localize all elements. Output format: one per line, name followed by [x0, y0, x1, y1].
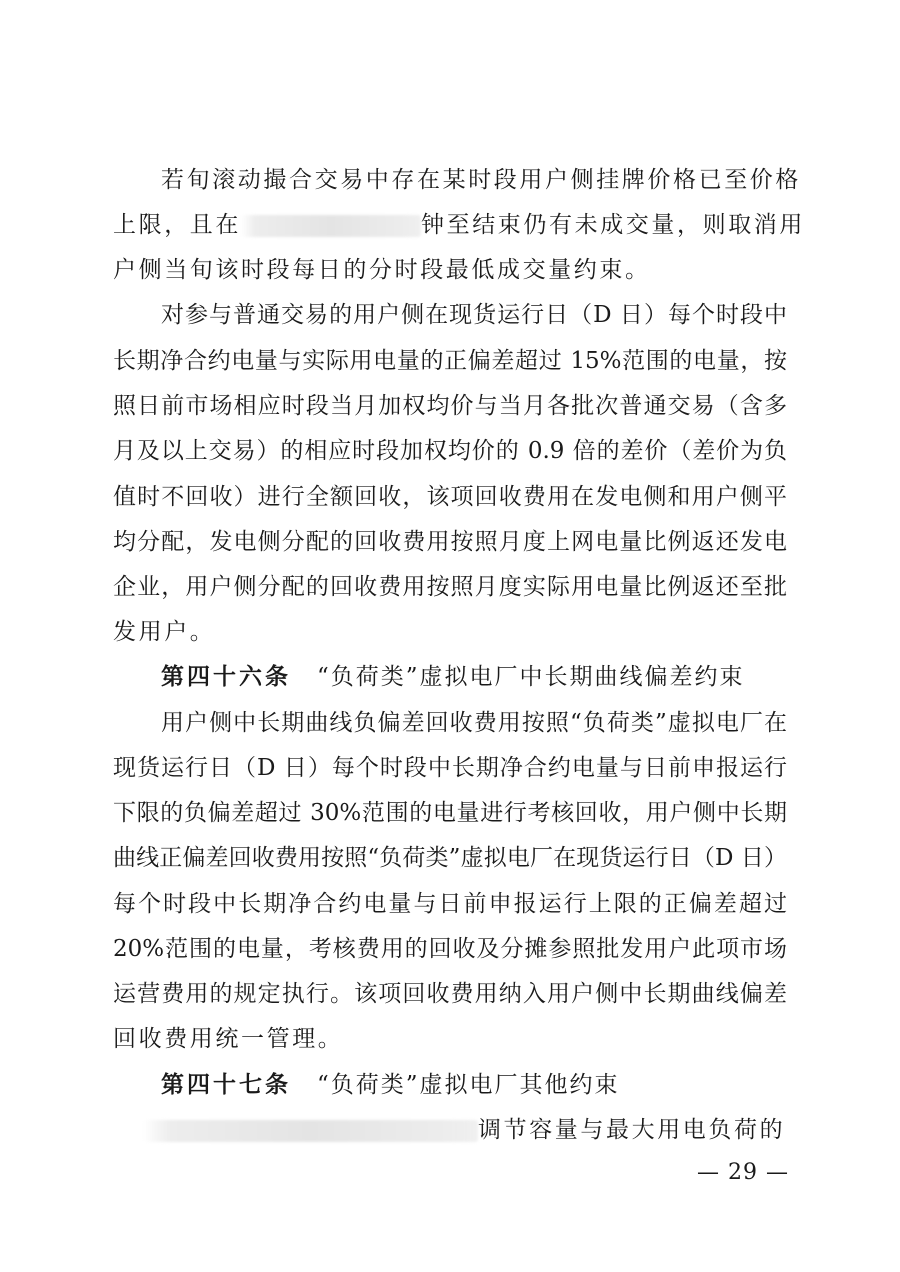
- paragraph3-line: 曲线正偏差回收费用按照“负荷类”虚拟电厂在现货运行日（D 日）: [113, 845, 787, 871]
- paragraph1-line2-before: 上限，且在: [113, 212, 241, 238]
- paragraph1-line2-after: 钟至结束仍有未成交量，则取消用: [421, 212, 805, 238]
- paragraph3-line: 20%范围的电量，考核费用的回收及分摊参照批发用户此项市场: [113, 936, 787, 962]
- paragraph2-line: 值时不回收）进行全额回收，该项回收费用在发电侧和用户侧平: [113, 484, 787, 510]
- paragraph3-line: 现货运行日（D 日）每个时段中长期净合约电量与日前申报运行: [113, 755, 787, 781]
- paragraph2-line: 发用户。: [113, 619, 216, 645]
- paragraph3-line: 用户侧中长期曲线负偏差回收费用按照“负荷类”虚拟电厂在: [161, 710, 787, 736]
- paragraph3-line: 运营费用的规定执行。该项回收费用纳入用户侧中长期曲线偏差: [113, 981, 787, 1007]
- paragraph1-line1: 若旬滚动撮合交易中存在某时段用户侧挂牌价格已至价格: [161, 167, 801, 193]
- article47-title: “负荷类”虚拟电厂其他约束: [317, 1072, 620, 1098]
- redacted-region: [241, 215, 421, 237]
- article46-heading: [161, 662, 745, 692]
- article46-label: 第四十六条: [161, 663, 291, 690]
- article46-title: “负荷类”虚拟电厂中长期曲线偏差约束: [317, 664, 745, 690]
- paragraph3-line: 每个时段中长期净合约电量与日前申报运行上限的正偏差超过: [113, 891, 787, 917]
- paragraph4-line1: [143, 1115, 787, 1145]
- paragraph1-line3: 户侧当旬该时段每日的分时段最低成交量约束。: [113, 257, 651, 283]
- paragraph4-line1-after: 调节容量与最大用电负荷的: [478, 1117, 786, 1143]
- paragraph2-line: 均分配，发电侧分配的回收费用按照月度上网电量比例返还发电: [113, 529, 787, 555]
- paragraph3-line: 回收费用统一管理。: [113, 1026, 344, 1052]
- paragraph2-line: 对参与普通交易的用户侧在现货运行日（D 日）每个时段中: [161, 302, 787, 328]
- page-number: — 29 —: [697, 1160, 789, 1185]
- paragraph2-line: 企业，用户侧分配的回收费用按照月度实际用电量比例返还至批: [113, 574, 787, 600]
- redacted-region: [143, 1120, 478, 1142]
- article47-label: 第四十七条: [161, 1071, 291, 1098]
- paragraph3-line: 下限的负偏差超过 30%范围的电量进行考核回收，用户侧中长期: [113, 800, 787, 826]
- paragraph2-line: 长期净合约电量与实际用电量的正偏差超过 15%范围的电量，按: [113, 348, 787, 374]
- paragraph2-line: 月及以上交易）的相应时段加权均价的 0.9 倍的差价（差价为负: [113, 438, 787, 464]
- paragraph2-line: 照日前市场相应时段当月加权均价与当月各批次普通交易（含多: [113, 393, 787, 419]
- article47-heading: [161, 1070, 620, 1100]
- paragraph1-line2: [113, 210, 805, 240]
